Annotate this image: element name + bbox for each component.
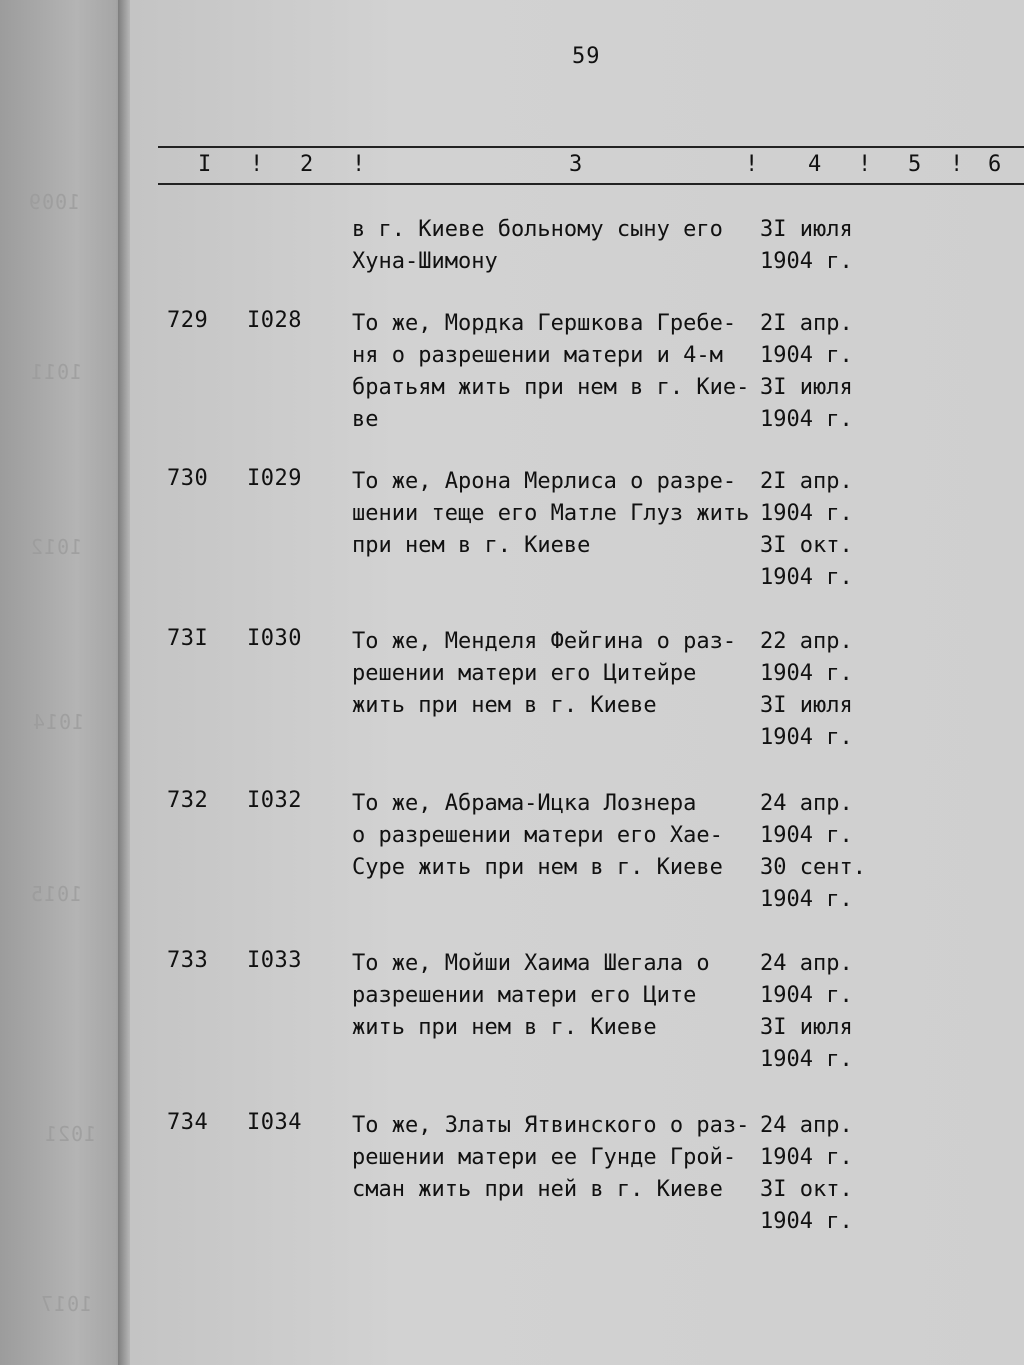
record-dates: 3I июля 1904 г. [760,217,853,274]
record-number: 733 [167,948,209,973]
header-col-4: 4 [808,152,822,177]
table-row [0,626,1024,776]
file-number: I028 [247,308,302,333]
file-number: I034 [247,1110,302,1135]
table-row [0,1110,1024,1260]
bleed-through-number: 1014 [32,710,85,734]
record-description: в г. Киеве больному сыну его Хуна-Шимону [352,217,723,274]
file-number: I030 [247,626,302,651]
record-description: То же, Мойши Хаима Шегала о разрешении матери его Ците жить при нем в г. Киеве [352,951,710,1040]
file-number: I032 [247,788,302,813]
header-separator: ! [950,152,964,177]
record-dates: 2I апр. 1904 г. 3I окт. 1904 г. [760,469,853,590]
record-description: То же, Менделя Фейгина о раз- решении матери его Цитейре жить при нем в г. Киеве [352,629,737,718]
record-description: То же, Арона Мерлиса о разре- шении теще его Матле Глуз жить при нем в г. Киеве [352,469,750,558]
header-top-rule [158,146,1024,148]
bleed-through-number: 1011 [30,360,83,384]
record-number: 732 [167,788,209,813]
record-dates: 24 апр. 1904 г. 3I июля 1904 г. [760,951,853,1072]
record-description: То же, Мордка Гершкова Гребе- ня о разрешении матери и 4-м братьям жить при нем в г. Кие- ве [352,311,750,432]
record-dates: 24 апр. 1904 г. 3I окт. 1904 г. [760,1113,853,1234]
record-dates: 2I апр. 1904 г. 3I июля 1904 г. [760,311,853,432]
record-dates: 22 апр. 1904 г. 3I июля 1904 г. [760,629,853,750]
header-separator: ! [745,152,759,177]
header-separator: ! [250,152,264,177]
header-col-3: 3 [569,152,583,177]
table-row [0,948,1024,1098]
header-col-1: I [198,152,212,177]
record-description: То же, Златы Ятвинского о раз- решении матери ее Гунде Грой- сман жить при ней в г. Киеве [352,1113,750,1202]
record-number: 734 [167,1110,209,1135]
bleed-through-number: 1017 [40,1292,93,1316]
bleed-through-number: 1012 [30,535,83,559]
header-separator: ! [858,152,872,177]
header-col-6: 6 [988,152,1002,177]
record-number: 73I [167,626,209,651]
record-number: 730 [167,466,209,491]
bleed-through-number: 1009 [28,190,81,214]
file-number: I029 [247,466,302,491]
header-separator: ! [352,152,366,177]
bleed-through-number: 1015 [30,882,83,906]
file-number: I033 [247,948,302,973]
table-row [0,466,1024,616]
page-number: 59 [572,44,601,69]
bleed-through-number: 1021 [44,1122,97,1146]
header-col-2: 2 [300,152,314,177]
record-dates: 24 апр. 1904 г. 30 сент. 1904 г. [760,791,866,912]
header-bottom-rule [158,183,1024,185]
record-number: 729 [167,308,209,333]
header-col-5: 5 [908,152,922,177]
table-row [0,788,1024,938]
record-description: То же, Абрама-Ицка Лознера о разрешении матери его Хае- Суре жить при нем в г. Киеве [352,791,723,880]
table-row [0,308,1024,458]
